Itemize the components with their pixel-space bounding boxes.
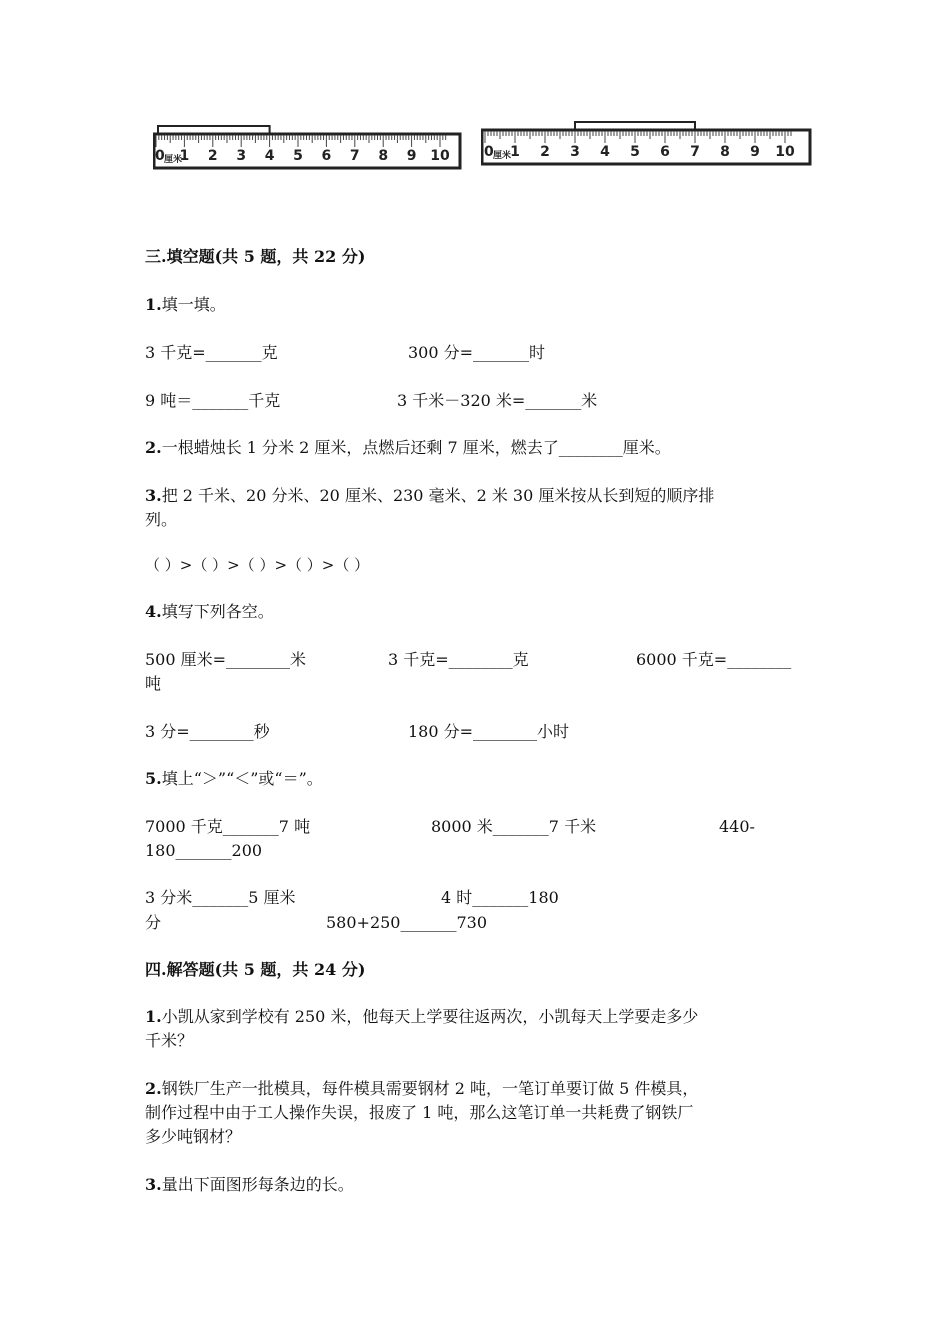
- ruler-left: [153, 122, 463, 174]
- q3-5-text: 填上“＞”“＜”或“＝”。: [161, 769, 323, 788]
- ruler-zero-label: 0: [155, 148, 165, 164]
- q4-3-text: 量出下面图形每条边的长。: [161, 1175, 354, 1194]
- q3-5-item-a: 7000 千克_______7 吨: [145, 817, 311, 836]
- q3-5-prompt: [145, 767, 323, 791]
- q4-2-text-1: 钢铁厂生产一批模具，每件模具需要钢材 2 吨，一笔订单要订做 5 件模具，: [161, 1079, 699, 1098]
- q3-4-item-e: 180 分=________小时: [408, 722, 570, 741]
- ruler-number: 2: [207, 148, 218, 164]
- ruler-number: 9: [750, 144, 760, 160]
- ruler-number: 8: [720, 144, 730, 160]
- ruler-number: 10: [775, 144, 795, 160]
- q3-5-item-c: 440-: [719, 817, 755, 836]
- ruler-unit-label: 厘米: [164, 155, 183, 165]
- ruler-number: 4: [264, 148, 275, 164]
- q4-3: [145, 1173, 354, 1197]
- q3-3-order-row: （ ）>（ ）>（ ）>（ ）>（ ）: [145, 556, 370, 574]
- ruler-number: 6: [660, 144, 670, 160]
- ruler-number: 1: [510, 144, 520, 160]
- q3-4-item-a: 500 厘米=________米: [145, 650, 307, 669]
- q3-4-prompt: [145, 600, 274, 624]
- q3-2-text: 一根蜡烛长 1 分米 2 厘米，点燃后还剩 7 厘米，燃去了________厘米。: [161, 438, 671, 457]
- ruler-number: 10: [430, 148, 450, 164]
- ruler-right-graphic: [481, 118, 813, 170]
- ruler-zero-label: 0: [484, 144, 494, 160]
- q3-1-item-a: 3 千克=_______克: [145, 343, 278, 362]
- section4-title: 四.解答题(共 5 题，共 24 分): [145, 960, 366, 979]
- q3-4-item-b: 3 千克=________克: [388, 650, 529, 669]
- q3-2: [145, 436, 671, 460]
- q3-4-text: 填写下列各空。: [161, 602, 274, 621]
- q4-1-text-1: 小凯从家到学校有 250 米，他每天上学要往返两次，小凯每天上学要走多少: [161, 1007, 699, 1026]
- q3-5-item-f: 580+250_______730: [326, 913, 488, 932]
- q3-3-line2: 列。: [145, 510, 178, 529]
- ruler-number: 8: [378, 148, 389, 164]
- q3-3-line1: [145, 484, 714, 508]
- q3-3-label: 3.: [145, 486, 162, 505]
- q4-2-line3: 多少吨钢材？: [145, 1127, 242, 1146]
- ruler-left-graphic: [153, 122, 463, 174]
- ruler-number: 5: [293, 148, 303, 164]
- ruler-number: 4: [600, 144, 610, 160]
- ruler-number: 7: [349, 148, 360, 164]
- q3-5-item-d: 3 分米_______5 厘米: [145, 888, 296, 907]
- q4-1-line2: 千米？: [145, 1031, 194, 1050]
- ruler-number: 3: [570, 144, 580, 160]
- q4-1-line1: [145, 1005, 698, 1029]
- q3-1-item-b: 300 分=_______时: [408, 343, 546, 362]
- q4-2-line2: 制作过程中由于工人操作失误，报废了 1 吨，那么这笔订单一共耗费了钢铁厂: [145, 1103, 694, 1122]
- q4-2-label: 2.: [145, 1079, 162, 1098]
- q3-4-item-d: 3 分=________秒: [145, 722, 270, 741]
- q3-2-label: 2.: [145, 438, 162, 457]
- q3-5-item-e: 4 时_______180: [441, 888, 559, 907]
- q3-4-item-c: 6000 千克=________: [636, 650, 792, 669]
- q4-1-label: 1.: [145, 1007, 162, 1026]
- q3-5-item-c-wrap: 180_______200: [145, 841, 263, 860]
- q3-1-text: 填一填。: [161, 295, 226, 314]
- q3-1-label: 1.: [145, 295, 162, 314]
- q4-2-line1: [145, 1077, 698, 1101]
- ruler-number: 2: [540, 144, 550, 160]
- q3-3-text-1: 把 2 千米、20 分米、20 厘米、230 毫米、2 米 30 厘米按从长到短的顺序排: [161, 486, 715, 505]
- section3-title: 三.填空题(共 5 题，共 22 分): [145, 247, 366, 266]
- q3-4-item-c-wrap: 吨: [145, 674, 162, 693]
- ruler-right: [481, 118, 813, 170]
- ruler-number: 5: [630, 144, 640, 160]
- q3-4-label: 4.: [145, 602, 162, 621]
- q3-1-prompt: [145, 293, 226, 317]
- q3-5-label: 5.: [145, 769, 162, 788]
- ruler-number: 9: [406, 148, 417, 164]
- q4-3-label: 3.: [145, 1175, 162, 1194]
- q3-5-item-b: 8000 米_______7 千米: [431, 817, 597, 836]
- q3-1-item-d: 3 千米－320 米=_______米: [397, 391, 598, 410]
- ruler-number: 1: [179, 148, 190, 164]
- ruler-number: 6: [321, 148, 332, 164]
- ruler-number: 3: [236, 148, 247, 164]
- q3-5-item-e-wrap: 分: [145, 913, 162, 932]
- q3-1-item-c: 9 吨＝_______千克: [145, 391, 281, 410]
- ruler-unit-label: 厘米: [493, 151, 512, 161]
- ruler-number: 7: [690, 144, 700, 160]
